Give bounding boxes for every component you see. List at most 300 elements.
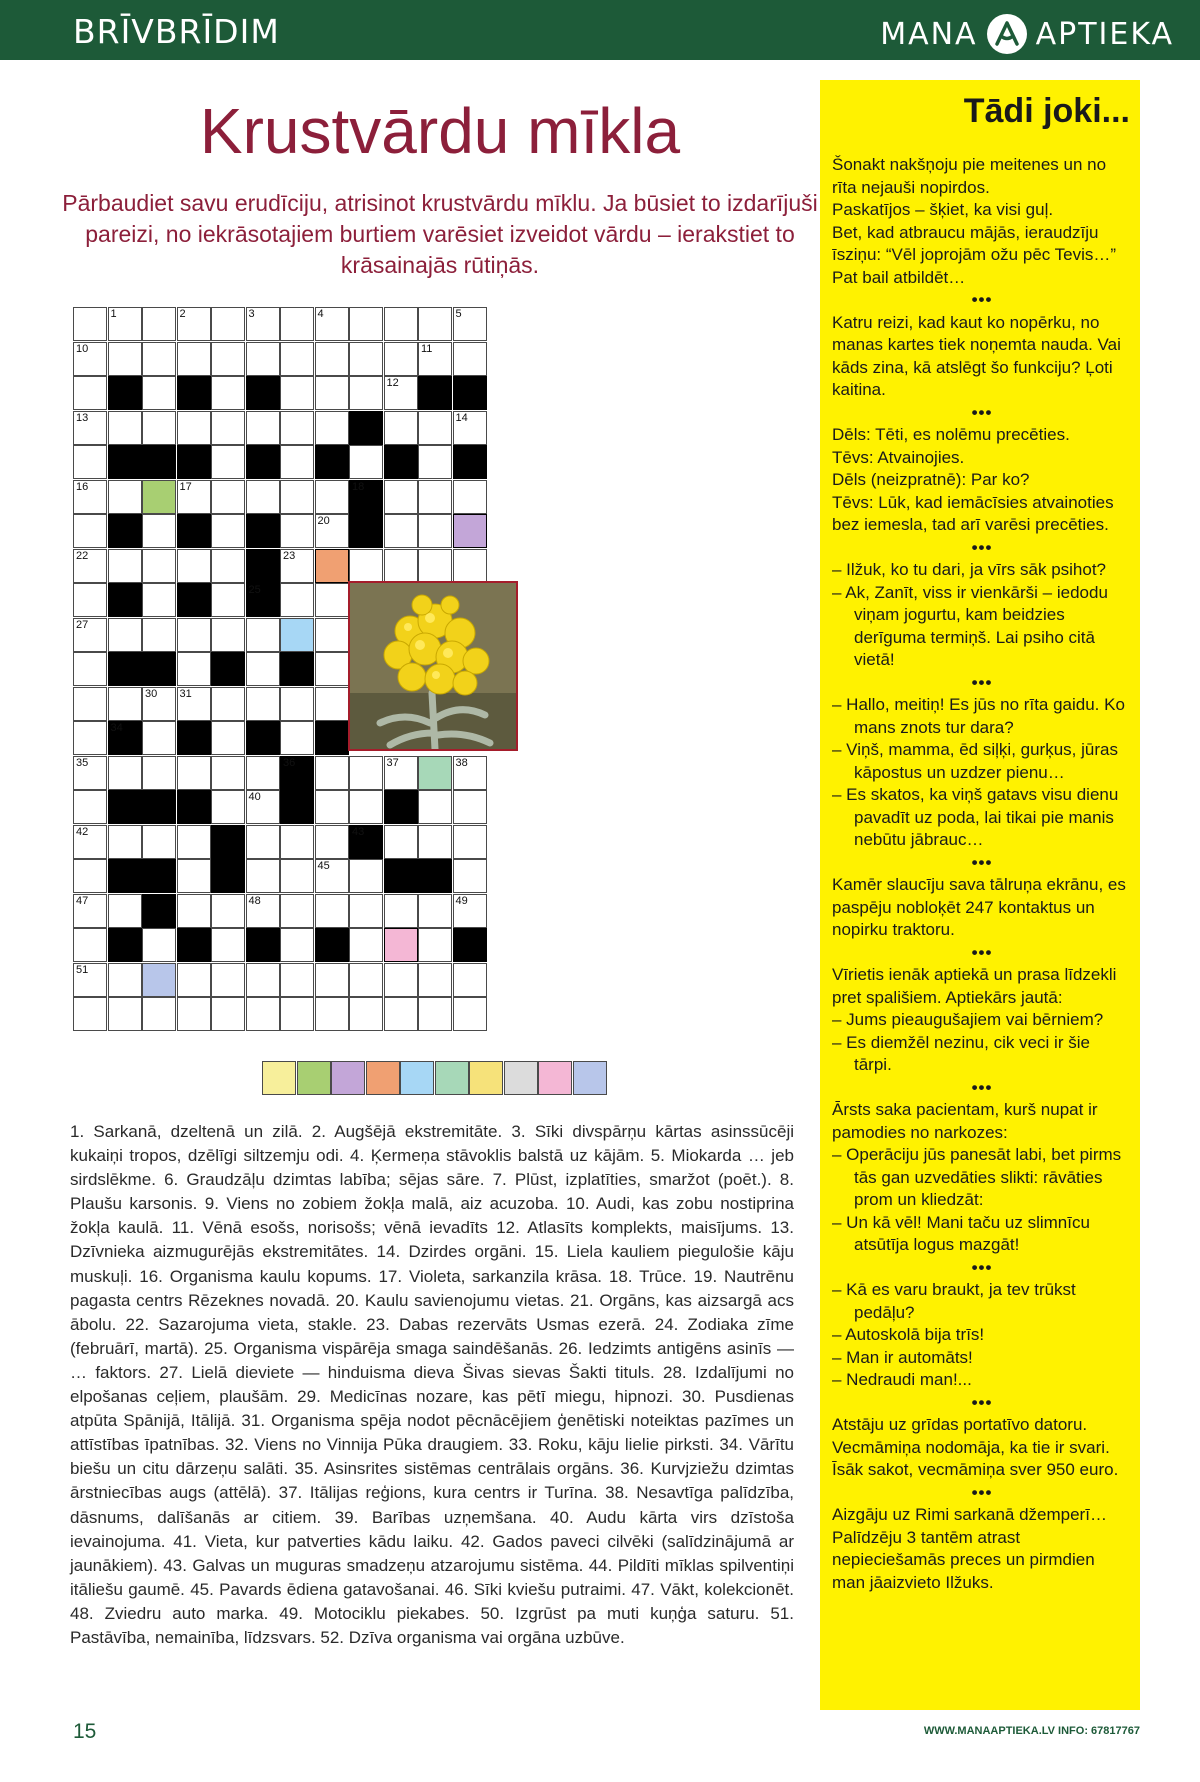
crossword-cell[interactable] — [177, 997, 211, 1031]
crossword-cell[interactable] — [211, 583, 245, 617]
clue-number: 5 — [455, 308, 462, 320]
crossword-black-cell — [453, 376, 487, 410]
crossword-cell[interactable] — [384, 480, 418, 514]
page-subtitle: Pārbaudiet savu erudīciju, atrisinot krustvārdu mīklu. Ja būsiet to izdarījuši pareizi, no iekrāsotajiem burtiem varēsiet izveidot vārdu – ierakstiet to krāsainajās rūtiņās. — [62, 190, 818, 278]
crossword-cell[interactable] — [280, 618, 314, 652]
crossword-cell[interactable] — [315, 480, 349, 514]
crossword-cell[interactable] — [177, 756, 211, 790]
section-title: BRĪVBRĪDIM — [73, 12, 280, 51]
clue-number: 18 — [352, 480, 365, 493]
joke-separator: ••• — [971, 1257, 993, 1277]
crossword-cell[interactable] — [418, 514, 452, 548]
joke-line: – Ak, Zanīt, viss ir vienkārši – iedodu viņam jogurtu, kam beidzies derīguma termiņš. Lai psiho citā vietā! — [832, 582, 1108, 669]
crossword-cell[interactable] — [142, 618, 176, 652]
joke-item — [832, 874, 1132, 942]
crossword-cell[interactable] — [280, 480, 314, 514]
footer-contact: WWW.MANAAPTIEKA.LV INFO: 67817767 — [923, 1725, 1140, 1737]
joke-separator: ••• — [971, 537, 993, 557]
crossword-cell[interactable] — [280, 928, 314, 962]
crossword-cell[interactable] — [142, 411, 176, 445]
clue-number: 49 — [455, 894, 468, 907]
crossword-black-cell — [246, 721, 280, 755]
crossword-cell[interactable] — [349, 376, 383, 410]
crossword-cell[interactable] — [453, 307, 487, 341]
crossword-cell[interactable] — [211, 756, 245, 790]
answer-key-cell[interactable] — [331, 1061, 365, 1095]
crossword-cell[interactable] — [142, 583, 176, 617]
crossword-black-cell — [108, 514, 142, 548]
crossword-cell[interactable] — [349, 445, 383, 479]
crossword-cell[interactable] — [211, 514, 245, 548]
crossword-cell[interactable] — [418, 963, 452, 997]
crossword-cell[interactable] — [349, 928, 383, 962]
clue-number: 13 — [76, 411, 89, 424]
crossword-cell[interactable] — [73, 894, 107, 928]
crossword-cell[interactable] — [177, 687, 211, 721]
crossword-cell[interactable] — [453, 480, 487, 514]
crossword-cell[interactable] — [177, 859, 211, 893]
joke-line: – Nedraudi man!... — [832, 1370, 972, 1389]
joke-line: – Ilžuk, ko tu dari, ja vīrs sāk psihot? — [832, 560, 1107, 579]
crossword-cell[interactable] — [142, 687, 176, 721]
crossword-cell[interactable] — [246, 687, 280, 721]
clue-number: 31 — [179, 687, 192, 700]
crossword-black-cell — [246, 445, 280, 479]
crossword-cell[interactable] — [142, 376, 176, 410]
clue-number: 30 — [145, 687, 158, 700]
crossword-cell[interactable] — [280, 549, 314, 583]
answer-key-cell[interactable] — [538, 1061, 572, 1095]
crossword-cell[interactable] — [246, 997, 280, 1031]
crossword-cell[interactable] — [108, 997, 142, 1031]
crossword-cell[interactable] — [418, 997, 452, 1031]
crossword-cell[interactable] — [73, 687, 107, 721]
crossword-black-cell — [142, 652, 176, 686]
crossword-black-cell — [418, 859, 452, 893]
crossword-cell[interactable] — [349, 756, 383, 790]
joke-line: Dēls (neizpratnē): Par ko? — [832, 470, 1030, 489]
crossword-cell[interactable] — [315, 411, 349, 445]
crossword-cell[interactable] — [142, 756, 176, 790]
crossword-cell[interactable] — [108, 480, 142, 514]
joke-line: – Kā es varu braukt, ja tev trūkst pedāļu? — [832, 1280, 1076, 1322]
joke-line: Tēvs: Atvainojies. — [832, 447, 965, 467]
crossword-cell[interactable] — [349, 342, 383, 376]
crossword-cell[interactable] — [315, 756, 349, 790]
crossword-black-cell — [177, 721, 211, 755]
crossword-cell[interactable] — [418, 445, 452, 479]
crossword-cell[interactable] — [73, 480, 107, 514]
crossword-cell[interactable] — [73, 445, 107, 479]
crossword-cell[interactable] — [418, 928, 452, 962]
crossword-cell[interactable] — [211, 445, 245, 479]
crossword-cell[interactable] — [73, 583, 107, 617]
crossword-cell[interactable] — [108, 307, 142, 341]
crossword-cell[interactable] — [246, 480, 280, 514]
crossword-cell[interactable] — [315, 790, 349, 824]
joke-separator: ••• — [971, 402, 993, 422]
clue-number: 51 — [76, 963, 89, 976]
crossword-cell[interactable] — [246, 307, 280, 341]
crossword-cell[interactable] — [280, 963, 314, 997]
crossword-cell[interactable] — [73, 652, 107, 686]
crossword-black-cell — [177, 376, 211, 410]
clue-number: 40 — [248, 791, 261, 803]
crossword-black-cell — [177, 514, 211, 548]
joke-line: – Autoskolā bija trīs! — [832, 1325, 985, 1344]
crossword-cell[interactable] — [384, 825, 418, 859]
crossword-cell[interactable] — [384, 514, 418, 548]
clue-number: 20 — [317, 515, 330, 527]
joke-line: – Jums pieaugušajiem vai bērniem? — [832, 1010, 1104, 1029]
crossword-black-cell — [384, 445, 418, 479]
crossword-cell[interactable] — [177, 549, 211, 583]
joke-separator: ••• — [971, 290, 993, 309]
joke-separator: ••• — [971, 942, 993, 962]
crossword-cell[interactable] — [211, 790, 245, 824]
joke-separator: ••• — [971, 672, 993, 692]
crossword-cell[interactable] — [384, 549, 418, 583]
crossword-cell[interactable] — [418, 790, 452, 824]
brand-word-right: APTIEKA — [1035, 16, 1174, 52]
page-header — [0, 0, 1200, 60]
joke-item — [832, 559, 1132, 672]
crossword-cell[interactable] — [108, 618, 142, 652]
crossword-cell[interactable] — [177, 342, 211, 376]
crossword-cell[interactable] — [453, 790, 487, 824]
crossword-cell[interactable] — [418, 307, 452, 341]
jokes-panel — [820, 80, 1140, 1710]
clue-number: 16 — [76, 480, 89, 493]
joke-line: Ārsts saka pacientam, kurš nupat ir pamodies no narkozes: — [832, 1100, 1098, 1142]
crossword-cell[interactable] — [211, 411, 245, 445]
clue-number: 25 — [248, 584, 261, 596]
clue-number: 3 — [248, 308, 255, 320]
crossword-cell[interactable] — [453, 997, 487, 1031]
crossword-cell[interactable] — [384, 756, 418, 790]
crossword-cell[interactable] — [384, 376, 418, 410]
crossword-cell[interactable] — [349, 963, 383, 997]
joke-line: Tēvs: Lūk, kad iemācīsies atvainoties bez iemesla, tad arī varēsi precēties. — [832, 492, 1114, 534]
crossword-cell[interactable] — [177, 894, 211, 928]
clue-number: 34 — [110, 722, 123, 734]
joke-line: – Viņš, mamma, ēd siļķi, gurķus, jūras kāpostus un uzdzer pienu… — [832, 740, 1118, 782]
crossword-cell[interactable] — [73, 514, 107, 548]
answer-key-cell[interactable] — [366, 1061, 400, 1095]
crossword-cell[interactable] — [142, 549, 176, 583]
crossword-cell[interactable] — [384, 411, 418, 445]
crossword-cell[interactable] — [315, 963, 349, 997]
crossword-cell[interactable] — [280, 859, 314, 893]
crossword-cell[interactable] — [73, 825, 107, 859]
crossword-cell[interactable] — [177, 825, 211, 859]
joke-line: – Un kā vēl! Mani taču uz slimnīcu atsūtīja logus mazgāt! — [832, 1212, 1090, 1254]
crossword-cell[interactable] — [315, 618, 349, 652]
joke-line: Paskatījos – šķiet, ka visi guļ. — [832, 200, 1054, 219]
crossword-cell[interactable] — [211, 963, 245, 997]
crossword-cell[interactable] — [73, 307, 107, 341]
clue-number: 48 — [248, 894, 261, 907]
joke-item — [832, 424, 1132, 537]
page-title: Krustvārdu mīkla — [199, 95, 681, 167]
clue-number: 36 — [283, 756, 296, 769]
crossword-cell[interactable] — [108, 411, 142, 445]
joke-item — [832, 1099, 1132, 1257]
crossword-cell[interactable] — [246, 790, 280, 824]
crossword-cell[interactable] — [108, 894, 142, 928]
crossword-cell[interactable] — [280, 825, 314, 859]
crossword-cell[interactable] — [280, 687, 314, 721]
crossword-cell[interactable] — [73, 790, 107, 824]
crossword-cell[interactable] — [73, 963, 107, 997]
crossword-cell[interactable] — [211, 376, 245, 410]
joke-line: – Hallo, meitiņ! Es jūs no rīta gaidu. Ko mans znots tur dara? — [832, 695, 1125, 737]
crossword-cell[interactable] — [211, 928, 245, 962]
crossword-cell[interactable] — [177, 618, 211, 652]
crossword-cell[interactable] — [211, 997, 245, 1031]
crossword-cell[interactable] — [384, 997, 418, 1031]
answer-key-cell[interactable] — [297, 1061, 331, 1095]
clue-number: 38 — [455, 756, 468, 769]
crossword-cell[interactable] — [246, 825, 280, 859]
crossword-cell[interactable] — [453, 859, 487, 893]
answer-key-cell[interactable] — [469, 1061, 503, 1095]
crossword-cell[interactable] — [280, 445, 314, 479]
crossword-cell[interactable] — [418, 894, 452, 928]
crossword-cell[interactable] — [349, 790, 383, 824]
crossword-black-cell — [108, 583, 142, 617]
crossword-cell[interactable] — [177, 411, 211, 445]
crossword-cell[interactable] — [384, 894, 418, 928]
crossword-cell[interactable] — [211, 721, 245, 755]
crossword-black-cell — [177, 445, 211, 479]
crossword-black-cell — [246, 583, 280, 617]
crossword-cell[interactable] — [315, 583, 349, 617]
crossword-cell[interactable] — [73, 342, 107, 376]
crossword-black-cell — [280, 756, 314, 790]
crossword-cell[interactable] — [418, 342, 452, 376]
joke-separator: ••• — [971, 852, 993, 872]
crossword-cell[interactable] — [73, 928, 107, 962]
crossword-cell[interactable] — [73, 618, 107, 652]
clue-number: 22 — [76, 549, 89, 562]
answer-key-cell[interactable] — [504, 1061, 538, 1095]
crossword-cell[interactable] — [246, 963, 280, 997]
crossword-cell[interactable] — [142, 997, 176, 1031]
crossword-black-cell — [211, 652, 245, 686]
crossword-cell[interactable] — [211, 480, 245, 514]
crossword-cell[interactable] — [280, 514, 314, 548]
crossword-cell[interactable] — [246, 652, 280, 686]
crossword-cell[interactable] — [73, 721, 107, 755]
crossword-cell[interactable] — [211, 687, 245, 721]
crossword-black-cell — [211, 859, 245, 893]
crossword-cell[interactable] — [246, 894, 280, 928]
crossword-cell[interactable] — [246, 618, 280, 652]
crossword-cell[interactable] — [453, 411, 487, 445]
clue-number: 47 — [76, 894, 89, 907]
clue-number: 12 — [386, 377, 399, 389]
crossword-cell[interactable] — [142, 963, 176, 997]
crossword-cell[interactable] — [246, 756, 280, 790]
crossword-black-cell — [280, 790, 314, 824]
answer-key-cell[interactable] — [435, 1061, 469, 1095]
clue-number: 27 — [76, 618, 89, 631]
joke-item — [832, 1504, 1132, 1594]
joke-line: Dēls: Tēti, es nolēmu precēties. — [832, 425, 1070, 444]
crossword-cell[interactable] — [315, 859, 349, 893]
joke-item — [832, 1279, 1132, 1392]
crossword-cell[interactable] — [142, 928, 176, 962]
crossword-cell[interactable] — [349, 997, 383, 1031]
crossword-cell[interactable] — [177, 480, 211, 514]
crossword-cell[interactable] — [349, 549, 383, 583]
crossword-cell[interactable] — [73, 997, 107, 1031]
crossword-cell[interactable] — [280, 411, 314, 445]
crossword-cell[interactable] — [315, 652, 349, 686]
crossword-cell[interactable] — [280, 307, 314, 341]
crossword-cell[interactable] — [73, 549, 107, 583]
crossword-cell[interactable] — [211, 894, 245, 928]
crossword-black-cell — [142, 859, 176, 893]
crossword-cell[interactable] — [349, 859, 383, 893]
crossword-cell[interactable] — [453, 825, 487, 859]
crossword-cell[interactable] — [142, 825, 176, 859]
clues-text: 1. Sarkanā, dzeltenā un zilā. 2. Augšējā ekstremitāte. 3. Sīki divspārņu kārtas asinssūcēji kukaiņi tropos, dzēlīgi siltzemju odi. 4. Ķermeņa stāvoklis balstā uz kājām. 5. Miokarda … jeb sirdslēkme. 6. Graudzāļu dzimtas labība; sējas sāre. 7. Plūst, izplatīties, smaržot (poēt.). 8. Plaušu karsonis. 9. Viens no zobiem žokļa malā, aiz acuzoba. 10. Audi, kas zobu nostiprina žokļa kaulā. 11. Vēnā esošs, norisošs; vēnā ievadīts 12. Atlasīts komplekts, maisījums. 13. Dzīvnieka aizmugurējās ekstremitātes. 14. Dzirdes orgāni. 15. Liela kauliem piegulošie kāju muskuļi. 16. Organisma kaulu kopums. 17. Violeta, sarkanzila krāsa. 18. Trūce. 19. Nautrēnu pagasta centrs Rēzeknes novadā. 20. Kaulu savienojumu vietas. 21. Orgāns, kas aizsargā acs ābolu. 22. Sazarojuma vieta, stakle. 23. Dabas rezervāts Usmas ezerā. 24. Zodiaka zīme (februārī, martā). 25. Organisma vispārēja smaga saindēšanās. 26. Iedzimts antigēns asinīs — … faktors. 27. Lielā dieviete — hinduisma dieva Šivas sievas Šakti tituls. 28. Izdalījumi no elpošanas ceļiem, plaušām. 29. Medicīnas nozare, kas pētī miegu, hipnozi. 30. Pusdienas atpūta Spānijā, Itālijā. 31. Organisma spēja nodot pēcnācējiem ģenētiski noteiktas pazīmes un attīstības īpatnības. 32. Viens no Vinnija Pūka draugiem. 33. Roku, kāju lielie pirksti. 34. Vārītu biešu un citu dārzeņu salāti. 35. Asinsrites sistēmas centrālais orgāns. 36. Kurvjziežu dzimtas ārstniecības augs (attēlā). 37. Itālijas reģions, kura centrs ir Turīna. 38. Nesavtīga palīdzība, dāsnums, dalīšanās ar citiem. 39. Barības uzņemšana. 40. Audu kārta virs dzīstoša ievainojuma. 41. Vieta, kur patverties kādu laiku. 42. Gados paveci cilvēki (salīdzinājumā ar jaunākiem). 43. Galvas un muguras smadzeņu atzarojumu sistēma. 44. Pildīti mīklas spilventiņi itāliešu gaumē. 45. Pavards ēdiena gatavošanai. 46. Sīki kviešu putraimi. 47. Vākt, kolekcionēt. 48. Zviedru auto marka. 49. Motociklu piekabes. 50. Izgrūst pa muti kuņģa saturu. 51. Pastāvība, nemainība, līdzsvars. 52. Dzīva organisma vai orgāna uzbūve. — [70, 1122, 794, 1647]
crossword-black-cell — [108, 790, 142, 824]
brand-logo — [880, 14, 1174, 54]
joke-line: – Operāciju jūs panesāt labi, bet pirms tās gan uzvedāties slikti: rāvāties prom un kliedzāt: — [832, 1145, 1122, 1209]
crossword-cell[interactable] — [177, 652, 211, 686]
crossword-cell[interactable] — [108, 963, 142, 997]
clue-number: 10 — [76, 342, 89, 355]
crossword-cell[interactable] — [73, 756, 107, 790]
crossword-cell[interactable] — [142, 342, 176, 376]
crossword-cell[interactable] — [280, 342, 314, 376]
crossword-cell[interactable] — [315, 997, 349, 1031]
crossword-cell[interactable] — [142, 514, 176, 548]
crossword-black-cell — [177, 928, 211, 962]
crossword-cell[interactable] — [73, 859, 107, 893]
clue-number: 45 — [317, 860, 330, 872]
crossword-cell[interactable] — [280, 721, 314, 755]
crossword-cell[interactable] — [418, 756, 452, 790]
crossword-cell[interactable] — [453, 756, 487, 790]
crossword-cell[interactable] — [315, 514, 349, 548]
crossword-cell[interactable] — [211, 307, 245, 341]
crossword-black-cell — [349, 514, 383, 548]
crossword-cell[interactable] — [349, 307, 383, 341]
crossword-cell[interactable] — [73, 411, 107, 445]
crossword-cell[interactable] — [453, 342, 487, 376]
crossword-black-cell — [246, 376, 280, 410]
jokes-list — [832, 154, 1132, 1594]
crossword-cell[interactable] — [418, 480, 452, 514]
crossword-black-cell — [142, 894, 176, 928]
aptieka-logo-icon — [987, 14, 1027, 54]
crossword-cell[interactable] — [177, 307, 211, 341]
joke-line: Aizgāju uz Rimi sarkanā džemperī… Palīdzēju 3 tantēm atrast nepieciešamās preces un pirmdien man jāaizvieto Ilžuks. — [832, 1505, 1107, 1592]
crossword-black-cell — [315, 928, 349, 962]
crossword-cell[interactable] — [280, 376, 314, 410]
joke-line: Kamēr slaucīju sava tālruņa ekrānu, es paspēju nobloķēt 247 kontaktus un nopirku traktoru. — [832, 875, 1126, 939]
crossword-cell[interactable] — [177, 963, 211, 997]
crossword-black-cell — [315, 721, 349, 755]
crossword-cell[interactable] — [246, 859, 280, 893]
crossword-cell[interactable] — [418, 411, 452, 445]
joke-separator: ••• — [971, 1077, 993, 1097]
joke-line: – Es skatos, ka viņš gatavs visu dienu pavadīt uz poda, lai tikai pie manis nebūtu jābrauc… — [832, 785, 1119, 849]
brand-word-left: MANA — [880, 16, 978, 52]
joke-line: Vīrietis ienāk aptiekā un prasa līdzekli pret spališiem. Aptiekārs jautā: — [832, 965, 1117, 1007]
crossword-cell[interactable] — [108, 687, 142, 721]
crossword-cell[interactable] — [315, 687, 349, 721]
clue-number: 4 — [317, 308, 324, 320]
crossword-cell[interactable] — [211, 549, 245, 583]
crossword-cell[interactable] — [142, 721, 176, 755]
crossword-cell[interactable] — [453, 894, 487, 928]
crossword-cell[interactable] — [315, 376, 349, 410]
crossword-cell[interactable] — [108, 825, 142, 859]
crossword-cell[interactable] — [246, 411, 280, 445]
crossword-cell[interactable] — [453, 963, 487, 997]
crossword-cell[interactable] — [211, 618, 245, 652]
joke-separator: ••• — [971, 1482, 993, 1502]
crossword-cell[interactable] — [246, 342, 280, 376]
page-number: 15 — [73, 1720, 97, 1743]
answer-key-cell[interactable] — [400, 1061, 434, 1095]
crossword-black-cell — [453, 514, 487, 548]
answer-key-cell[interactable] — [262, 1061, 296, 1095]
crossword-cell[interactable] — [418, 825, 452, 859]
crossword-cell[interactable] — [280, 894, 314, 928]
crossword-cell[interactable] — [108, 549, 142, 583]
crossword-cell[interactable] — [418, 549, 452, 583]
crossword-cell[interactable] — [108, 756, 142, 790]
clue-number: 2 — [179, 308, 186, 320]
crossword-cell[interactable] — [453, 549, 487, 583]
crossword-black-cell — [246, 514, 280, 548]
crossword-black-cell — [349, 480, 383, 514]
clue-number: 23 — [283, 549, 296, 562]
crossword-cell[interactable] — [211, 342, 245, 376]
crossword-cell[interactable] — [315, 894, 349, 928]
crossword-cell[interactable] — [142, 307, 176, 341]
crossword-cell[interactable] — [315, 342, 349, 376]
crossword-black-cell — [384, 928, 418, 962]
answer-key-cell[interactable] — [573, 1061, 607, 1095]
crossword-cell[interactable] — [142, 480, 176, 514]
jokes-title: Tādi joki... — [963, 92, 1130, 130]
crossword-cell[interactable] — [384, 963, 418, 997]
crossword-cell[interactable] — [315, 825, 349, 859]
crossword-black-cell — [280, 652, 314, 686]
crossword-cell[interactable] — [280, 583, 314, 617]
crossword-cell[interactable] — [73, 376, 107, 410]
crossword-cell[interactable] — [280, 997, 314, 1031]
crossword-cell[interactable] — [384, 307, 418, 341]
joke-item — [832, 312, 1132, 402]
joke-line: – Man ir automāts! — [832, 1347, 973, 1367]
crossword-cell[interactable] — [384, 342, 418, 376]
joke-item — [832, 964, 1132, 1077]
crossword-cell[interactable] — [349, 894, 383, 928]
crossword-cell[interactable] — [108, 342, 142, 376]
crossword-cell[interactable] — [315, 307, 349, 341]
joke-line: Šonakt nakšņoju pie meitenes un no rīta nejauši nopirdos. — [832, 155, 1107, 197]
crossword-black-cell — [315, 549, 349, 583]
crossword-black-cell — [349, 411, 383, 445]
